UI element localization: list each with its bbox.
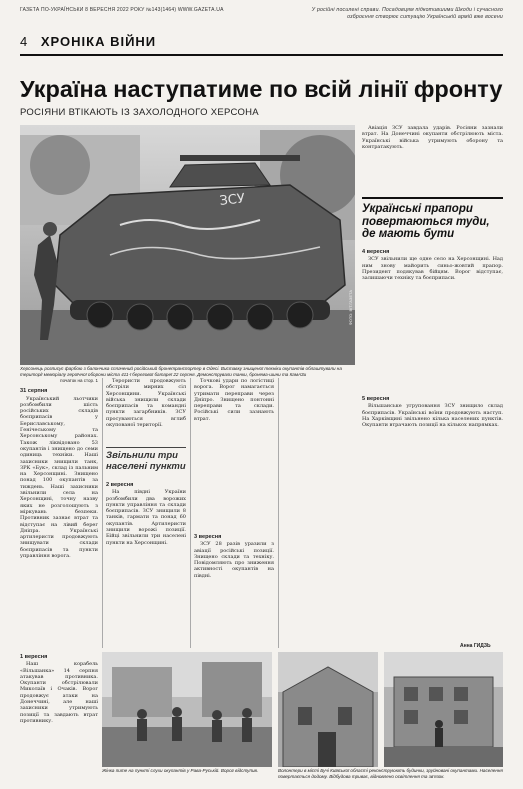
column-divider — [190, 378, 191, 648]
running-header-left: ГАЗЕТА ПО-УКРАЇНСЬКИ 8 ВЕРЕСНЯ 2022 РОКУ №143(1464) WWW.GAZETA.UA — [20, 7, 224, 13]
paragraph: Терористи продовжують обстріли мирних сіл Херсонщини. Українські війська знищили склади боєприпасів та командні пункти загарбників. ЗСУ просуваються вглиб окупованої території. — [106, 378, 186, 429]
subheadline: РОСІЯНИ ВТІКАЮТЬ ІЗ ЗАХОЛОДНОГО ХЕРСОНА — [20, 107, 259, 118]
svg-text:ЗСУ: ЗСУ — [218, 191, 246, 209]
paragraph: На півдні України розбомбили два ворожих пункти управління та склади боєприпасів. ЗСУ знищили 8 танків, гармати та понад 60 окупантів. Артилеристи знищили ворожі позиції. Бійці звільнили три населені пункти на Херсонщині. — [106, 489, 186, 546]
article-column-2-lower — [106, 478, 186, 648]
article-column-4-lower — [362, 392, 503, 642]
bottom-left-photo — [102, 652, 272, 767]
paragraph: Український льотчики розбомбили шість російських складів боєприпасів у Бериславському, Генічеському та Херсонському районах. Також ліквідовано 53 окупантів і знищено до семи одиниць техніки. Наші захисники знищили танк, ЗРК «Бук», склад із пальним на Херсонщині. Знищено понад 100 окупантів за тиждень. Наші захисники звільнили села на Херсонщині, точну назву яких не розголошують з міркувань безпеки. Противник зазнає втрат та відступає на лівий берег Дніпра. Українські артилеристи продовжують знищувати склади боєприпасів та пункти управління ворога. — [20, 395, 98, 560]
paragraph: Авіація ЗСУ завдала ударів. Росіяни зазнали втрат. На Донеччині окупанти обстрілюють міста. Українські війська утримують оборону та контратакують. — [362, 125, 503, 150]
continuation-ref: початок на стор. 1 — [60, 378, 98, 383]
paragraph: Наш корабель «Вільшанка» 14 серпня атакував противника. Окупанти обстрілювали Миколаїв і Очаків. Ворог продовжує атаки на Донеччині, але наші захисники утримують позиції та завдають втрат противнику. — [20, 661, 98, 724]
main-photo-armored-vehicle — [20, 125, 355, 365]
paragraph: Точкові удари по логістиці ворога. Ворог намагається утримати переправи через Дніпро. Знищено понтонні переправи та склади. Російські сили зазнають втрат. — [194, 378, 274, 422]
bottom-left-caption: Жінка пите на пункті слухи окупантів у Рава-Руській. Ворог відступив. — [102, 768, 259, 773]
bottom-middle-photo — [278, 652, 378, 767]
sidebar-headline: Українські прапори повертаються туди, де мають бути — [362, 203, 490, 240]
headline: Україна наступатиме по всій лінії фронту — [20, 76, 503, 102]
date-heading: 31 серпня — [20, 388, 48, 395]
main-photo-credit: ФОТО: ВІТ.ГАЗЕТА — [348, 290, 353, 326]
column-subhead: Звільнили три населені пункти — [106, 450, 186, 472]
article-column-4-mid — [362, 245, 503, 390]
article-column-4 — [362, 125, 503, 193]
paragraph: ЗСУ звільнили ще одне село на Херсонщині. Над ним знову майорить синьо-жовтий прапор. Президент подякував бійцям. Ворог відступає, залишаючи техніку та боєприпаси. — [362, 256, 503, 282]
article-column-3 — [194, 378, 274, 528]
article-column-3-lower — [194, 530, 274, 648]
date-heading: 1 вересня — [20, 654, 48, 660]
running-header — [20, 7, 503, 20]
section-rule — [20, 54, 503, 56]
article-column-1-lower — [20, 650, 98, 785]
page-number: 4 — [20, 34, 29, 49]
section-header — [20, 34, 156, 49]
author-byline: Анна ГИДЗЬ — [460, 643, 491, 649]
date-heading: 4 вересня — [362, 249, 390, 255]
column-divider — [278, 378, 279, 648]
bottom-right-caption: Волонтери в місті Бучі Київської області реконструюють будинки, зруйновані окупантами. Населення повертається додому. Відбудова триває, відновлено освітлення та зв'язок. — [278, 768, 503, 780]
bottom-right-photo — [384, 652, 503, 767]
main-photo-caption: Херсонець розписує фарбою з балончика сплачений російський бронетранспортер в Одесі. Виставку знищеної техніки окупантів облаштували на території меморіалу героїчної оборони міста 411-ї берегової батареї 22 серпня. Демонстрували танки, бронема-шини та КамАЗи — [20, 366, 342, 378]
running-header-right: У російні посилені справи. Посадовцям підкотившими Шкоди і сучасного озброєння створює ситуацію Українській армій вже восени — [311, 7, 503, 20]
article-column-2 — [106, 378, 186, 443]
column-divider — [102, 378, 103, 648]
sidebar-rule — [362, 197, 503, 199]
date-heading: 2 вересня — [106, 482, 134, 488]
section-title: ХРОНІКА ВІЙНИ — [40, 34, 157, 49]
article-column-1 — [20, 378, 98, 648]
paragraph: Вільшанське угруповання ЗСУ знищило склад боєприпасів. Українські воїни продовжують наступ. На Харківщині звільнено кілька населених пунктів. Окупанти втрачають позиції на кількох напрямках. — [362, 403, 503, 429]
subhead-rule — [106, 447, 186, 448]
date-heading: 3 вересня — [194, 534, 222, 540]
date-heading: 5 вересня — [362, 396, 390, 402]
paragraph: ЗСУ 28 разів уразили з авіації російські позиції. Знищено склади та техніку. Повідомляють про зниження активності окупантів на півдні. — [194, 541, 274, 579]
